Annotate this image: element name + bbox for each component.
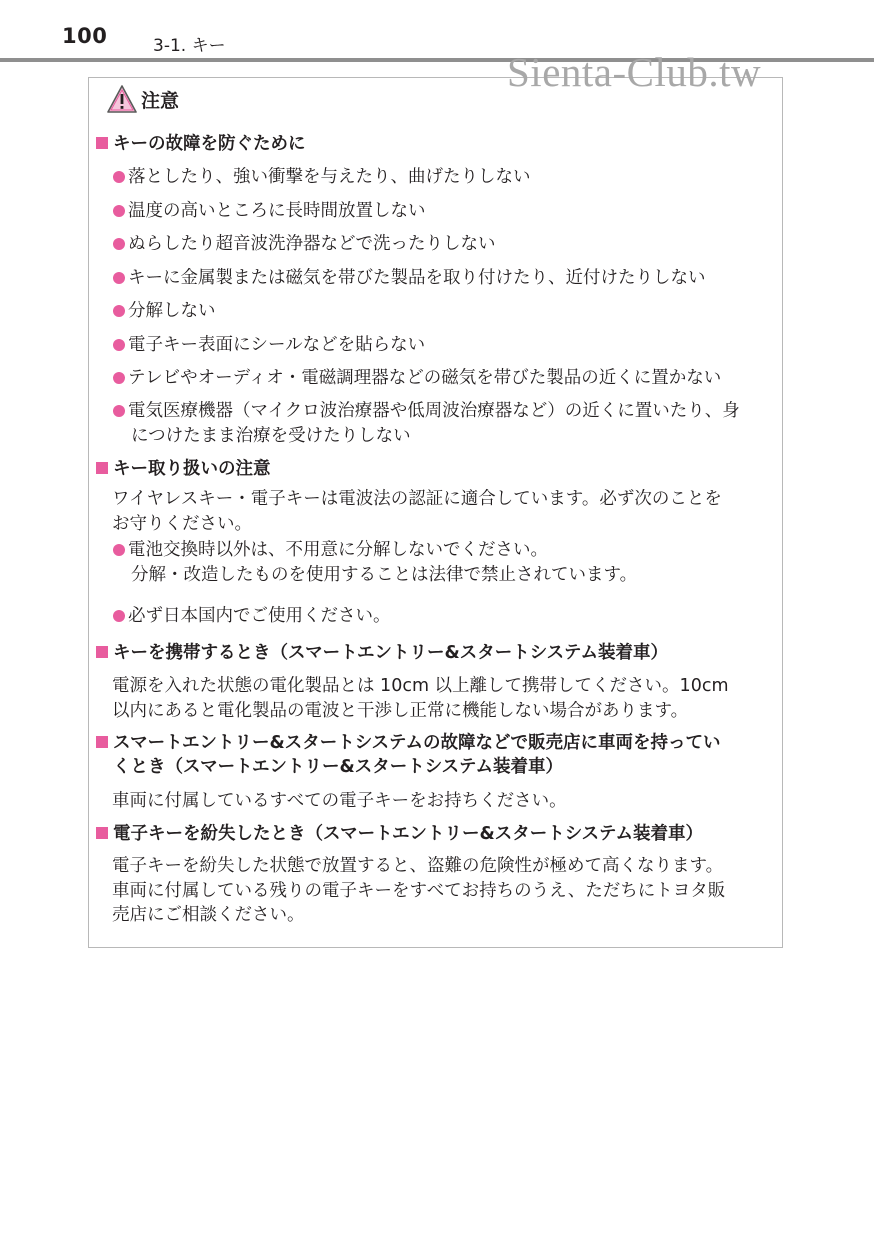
bullet-text: テレビやオーディオ・電磁調理器などの磁気を帯びた製品の近くに置かない xyxy=(128,368,722,388)
watermark: Sienta-Club.tw xyxy=(507,49,762,95)
circle-bullet-icon xyxy=(113,305,125,317)
bullet-item xyxy=(113,604,778,629)
page-number: 100 xyxy=(62,24,108,48)
bullet-text: キーに金属製または磁気を帯びた製品を取り付けたり、近付けたりしない xyxy=(128,268,706,288)
circle-bullet-icon xyxy=(113,610,125,622)
bullet-text: 落としたり、強い衝撃を与えたり、曲げたりしない xyxy=(128,167,531,187)
circle-bullet-icon xyxy=(113,171,125,183)
caution-title: 注意 xyxy=(141,89,180,112)
square-bullet-icon xyxy=(96,137,108,149)
caution-box xyxy=(88,77,783,948)
circle-bullet-icon xyxy=(113,544,125,556)
bullet-text: 分解・改造したものを使用することは法律で禁止されています。 xyxy=(131,564,638,585)
section-heading xyxy=(96,822,780,846)
square-bullet-icon xyxy=(96,736,108,748)
paragraph-line: 以内にあると電化製品の電波と干渉し正常に機能しない場合があります。 xyxy=(112,700,689,721)
bullet-text: 必ず日本国内でご使用ください。 xyxy=(128,606,391,626)
bullet-text: 分解しない xyxy=(128,301,216,321)
bullet-text: につけたまま治療を受けたりしない xyxy=(131,425,411,446)
section-heading xyxy=(96,641,780,665)
paragraph-line: 電子キーを紛失した状態で放置すると、盗難の危険性が極めて高くなります。 xyxy=(112,856,724,876)
bullet-item xyxy=(113,165,778,190)
section-title: 3-1. キー xyxy=(153,36,226,56)
bullet-item xyxy=(113,538,778,587)
section-paragraph xyxy=(112,789,777,814)
bullet-item xyxy=(113,199,778,224)
square-bullet-icon xyxy=(96,827,108,839)
paragraph-line: お守りください。 xyxy=(112,513,252,534)
paragraph-line: 車両に付属しているすべての電子キーをお持ちください。 xyxy=(112,791,567,811)
circle-bullet-icon xyxy=(113,405,125,417)
section-heading xyxy=(96,132,780,156)
circle-bullet-icon xyxy=(113,272,125,284)
square-bullet-icon xyxy=(96,462,108,474)
section-heading-text: くとき（スマートエントリー&スタートシステム装着車） xyxy=(113,757,563,777)
bullet-item xyxy=(113,299,778,324)
bullet-item xyxy=(113,266,778,291)
section-paragraph xyxy=(112,854,777,928)
bullet-text: ぬらしたり超音波洗浄器などで洗ったりしない xyxy=(128,234,496,254)
section-heading-text: キーの故障を防ぐために xyxy=(113,134,306,154)
bullet-item xyxy=(113,333,778,358)
circle-bullet-icon xyxy=(113,339,125,351)
circle-bullet-icon xyxy=(113,238,125,250)
paragraph-line: 電源を入れた状態の電化製品とは 10cm 以上離して携帯してください。10cm xyxy=(112,676,729,696)
section-heading-text: キー取り扱いの注意 xyxy=(113,459,271,479)
bullet-text: 電子キー表面にシールなどを貼らない xyxy=(128,335,426,355)
paragraph-line: 車両に付属している残りの電子キーをすべてお持ちのうえ、ただちにトヨタ販 xyxy=(112,880,726,901)
section-paragraph xyxy=(112,487,777,536)
section-heading xyxy=(96,457,780,481)
paragraph-line: 売店にご相談ください。 xyxy=(112,905,305,925)
bullet-item xyxy=(113,366,778,391)
section-heading-text: スマートエントリー&スタートシステムの故障などで販売店に車両を持ってい xyxy=(113,733,721,753)
circle-bullet-icon xyxy=(113,205,125,217)
section-paragraph xyxy=(112,674,777,723)
bullet-text: 電池交換時以外は、不用意に分解しないでください。 xyxy=(128,540,548,560)
circle-bullet-icon xyxy=(113,372,125,384)
bullet-item xyxy=(113,232,778,257)
paragraph-line: ワイヤレスキー・電子キーは電波法の認証に適合しています。必ず次のことを xyxy=(112,489,722,509)
bullet-text: 電気医療機器（マイクロ波治療器や低周波治療器など）の近くに置いたり、身 xyxy=(128,401,740,421)
square-bullet-icon xyxy=(96,646,108,658)
section-heading xyxy=(96,731,780,779)
bullet-text: 温度の高いところに長時間放置しない xyxy=(128,201,426,221)
section-heading-text: 電子キーを紛失したとき（スマートエントリー&スタートシステム装着車） xyxy=(113,824,703,844)
bullet-item xyxy=(113,399,778,448)
caution-content xyxy=(89,78,782,947)
section-heading-text: キーを携帯するとき（スマートエントリー&スタートシステム装着車） xyxy=(113,643,668,663)
